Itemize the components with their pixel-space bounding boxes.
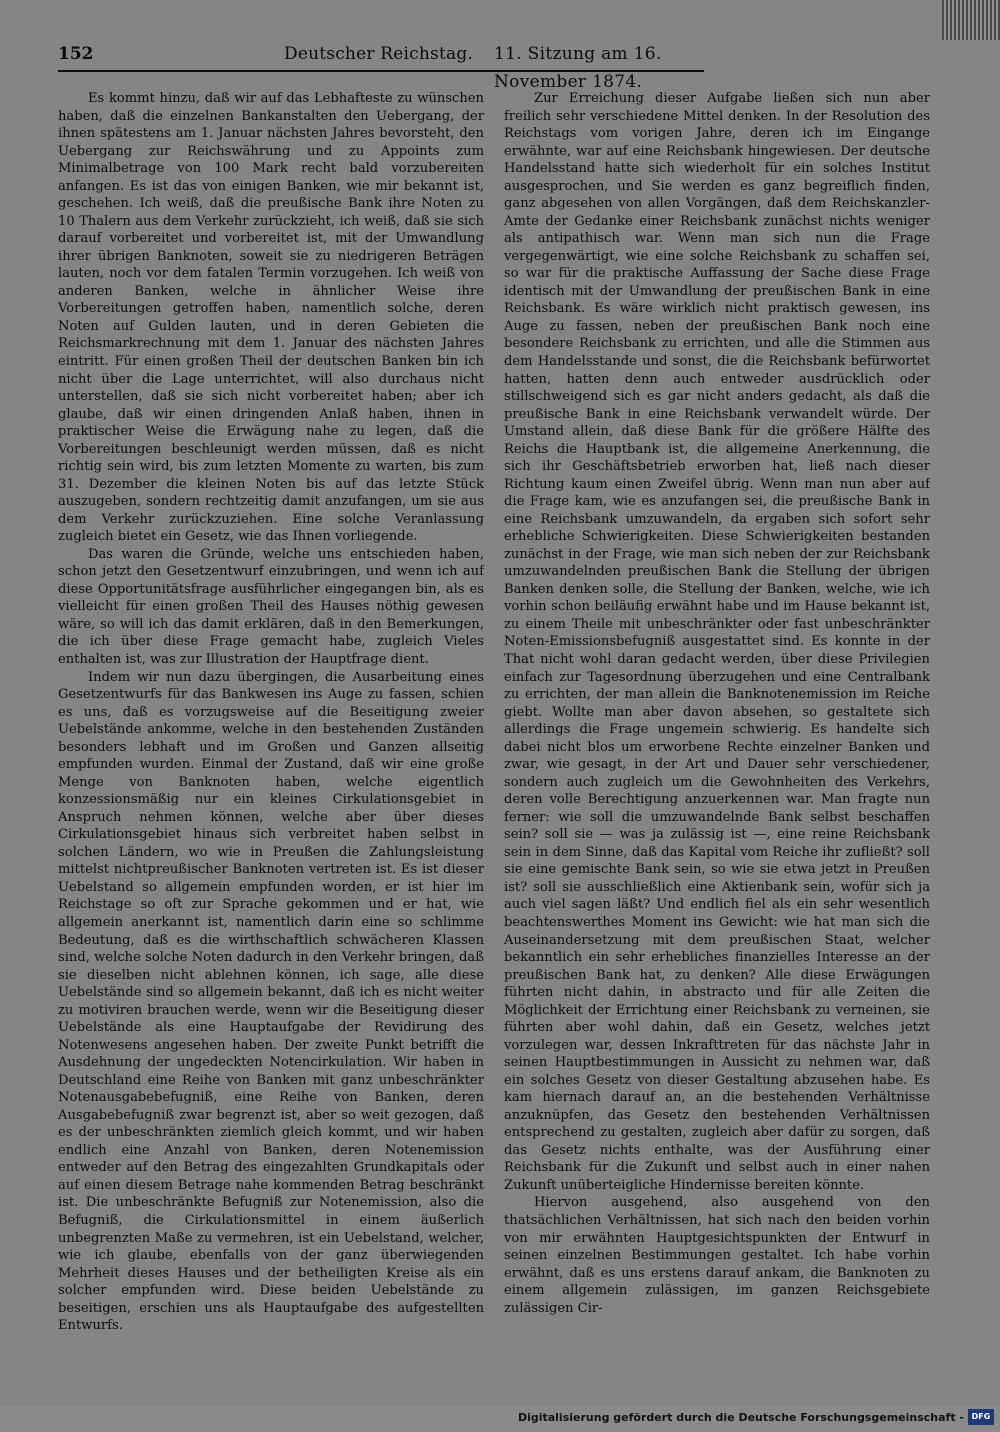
page-number: 152 xyxy=(58,44,94,64)
paragraph: Hiervon ausgehend, also ausgehend von den thatsächlichen Verhältnissen, hat sich nach den beiden vorhin von mir erwähnten Hauptgesichtspunkten der Entwurf in seinen einzelnen Bestimmungen gestaltet. Ich habe vorhin erwähnt, daß es uns erstens darauf ankam, die Banknoten zu einem allgemein zulässigen, im ganzen Reichsgebiete zulässigen Cir- xyxy=(504,1195,930,1316)
scan-edge-marks xyxy=(942,0,1000,40)
paragraph: Zur Erreichung dieser Aufgabe ließen sich nun aber freilich sehr verschiedene Mittel denken. In der Resolution des Reichstags vom vorigen Jahre, deren ich im Eingange erwähnte, war auf eine Reichsbank hingewiesen. Der deutsche Handelsstand hatte sich wiederholt für ein solches Institut ausgesprochen, und Sie werden es ganz begreiflich finden, ganz abgesehen von allen Vorgängen, daß dem Reichskanzler-Amte der Gedanke einer Reichsbank zunächst nichts weniger als antipathisch war. Wenn man sich nun die Frage vergegenwärtigt, wie eine solche Reichsbank zu schaffen sei, so war für die praktische Auffassung der Sache diese Frage identisch mit der Umwandlung der preußischen Bank in eine Reichsbank. Es wäre wirklich nicht praktisch gewesen, ins Auge zu fassen, neben der preußischen Bank noch eine besondere Reichsbank zu errichten, und alle die Stimmen aus dem Handelsstande und sonst, die die Reichsbank befürwortet hatten, hatten denn auch entweder ausdrücklich oder stillschweigend sich es gar nicht anders gedacht, als daß die preußische Bank in eine Reichsbank verwandelt würde. Der Umstand allein, daß diese Bank für die größere Hälfte des Reichs die Hauptbank ist, die allgemeine Anerkennung, die sich ihr Geschäftsbetrieb erworben hat, ließ nach dieser Richtung kaum einen Zweifel übrig. Wenn man nun aber auf die Frage kam, wie es anzufangen sei, die preußische Bank in eine Reichsbank umzuwandeln, da ergaben sich sofort sehr erhebliche Schwierigkeiten. Diese Schwierigkeiten bestanden zunächst in der Frage, wie man sich neben der zur Reichsbank umzuwandelnden preußischen Bank die Stellung der übrigen Banken denken solle, die Stellung der Banken, welche, wie ich vorhin schon beiläufig erwähnt habe und im Hause bekannt ist, zu einem Theile mit unbeschränkter oder fast unbeschränkter Noten-Emissionsbefugniß ausgestattet sind. Es konnte in der That nicht wohl daran gedacht werden, über diese Privilegien einfach zur Tagesordnung überzugehen und eine Centralbank zu errichten, der man allein die Banknotenemission im Reiche giebt. Wollte man aber davon absehen, so gestaltete sich allerdings die Frage ungemein schwierig. Es handelte sich dabei nicht blos um erworbene Rechte einzelner Banken und zwar, wie gesagt, in der Art und Dauer sehr verschiedener, sondern auch zugleich um die Gewohnheiten des Verkehrs, deren volle Berechtigung anzuerkennen war. Man fragte nun ferner: wie soll die umzuwandelnde Bank selbst beschaffen sein? soll sie — was ja zulässig ist —, eine reine Reichsbank sein in dem Sinne, daß das Kapital vom Reiche ihr zufließt? soll sie eine gemischte Bank sein, so wie sie etwa jetzt in Preußen ist? soll sie ausschließlich eine Aktienbank sein, wofür sich ja auch viel sagen läßt? Und endlich fiel als ein sehr wesentlich beachtenswerthes Moment ins Gewicht: wie hat man sich die Auseinandersetzung mit dem preußischen Staat, welcher bekanntlich ein sehr erhebliches finanzielles Interesse an der preußischen Bank hat, zu denken? Alle diese Erwägungen führten nicht dahin, in abstracto und für alle Zeiten die Möglichkeit der Errichtung einer Reichsbank zu verneinen, sie führten aber wohl dahin, daß ein Gesetz, welches jetzt vorzulegen war, dessen Inkrafttreten für das nächste Jahr in seinen Hauptbestimmungen in Aussicht zu nehmen war, daß ein solches Gesetz von dieser Gestaltung abzusehen habe. Es kam hiernach darauf an, an die bestehenden Verhältnisse anzuknüpfen, das Gesetz den bestehenden Verhältnissen entsprechend zu gestalten, zugleich aber dafür zu sorgen, daß das Gesetz nichts enthalte, was der Ausführung einer Reichsbank für die Zukunft und selbst auch in einer nahen Zukunft unüberteigliche Hindernisse bereiten könnte. xyxy=(504,91,930,1193)
page-footer xyxy=(0,1406,1000,1432)
dfg-logo: DFG xyxy=(968,1409,994,1425)
funding-note: Digitalisierung gefördert durch die Deutsche Forschungsgemeinschaft - xyxy=(517,1411,964,1424)
paragraph: Das waren die Gründe, welche uns entschieden haben, schon jetzt den Gesetzentwurf einzubringen, und wenn ich auf diese Opportunitätsfrage ausführlicher eingegangen bin, als es vielleicht für einen großen Theil des Hauses nöthig gewesen wäre, so will ich das damit erklären, daß in den Bemerkungen, die ich über diese Frage gemacht habe, zugleich Vieles enthalten ist, was zur Illustration der Hauptfrage dient. xyxy=(58,546,484,667)
left-column xyxy=(58,90,484,1350)
session-title: 11. Sitzung am 16. November 1874. xyxy=(494,44,662,92)
publication-title: Deutscher Reichstag. xyxy=(284,44,473,64)
paragraph: Es kommt hinzu, daß wir auf das Lebhafteste zu wünschen haben, daß die einzelnen Bankanstalten den Uebergang, der ihnen spätestens am 1. Januar nächsten Jahres bevorsteht, den Uebergang zur Reichswährung und zu Appoints zum Minimalbetrage von 100 Mark recht bald vorzubereiten anfangen. Es ist das von einigen Banken, wie mir bekannt ist, geschehen. Ich weiß, daß die preußische Bank ihre Noten zu 10 Thalern aus dem Verkehr zurückzieht, ich weiß, daß sie sich darauf vorbereitet und vorbereitet ist, mit der Umwandlung ihrer übrigen Banknoten, soweit sie zu niedrigeren Beträgen lauten, noch vor dem fatalen Termin vorzugehen. Ich weiß von anderen Banken, welche in ähnlicher Weise ihre Vorbereitungen getroffen haben, namentlich solche, deren Noten auf Gulden lauten, und in deren Gebieten die Reichsmarkrechnung mit dem 1. Januar des nächsten Jahres eintritt. Für einen großen Theil der deutschen Banken bin ich nicht über die Lage unterrichtet, will also durchaus nicht unterstellen, daß sie sich nicht vorbereitet haben; aber ich glaube, daß wir einen dringenden Anlaß haben, ihnen in praktischer Weise die Erwägung nahe zu legen, daß die Vorbereitungen beschleunigt werden müssen, daß es nicht richtig sein wird, bis zum letzten Momente zu warten, bis zum 31. Dezember die kleinen Noten bis auf das letzte Stück auszugeben, sondern rechtzeitig damit anzufangen, um sie aus dem Verkehr zurückzuziehen. Eine solche Veranlassung zugleich bietet ein Gesetz, wie das Ihnen vorliegende. xyxy=(58,91,484,545)
page-header xyxy=(58,40,704,92)
paragraph: Indem wir nun dazu übergingen, die Ausarbeitung eines Gesetzentwurfs für das Bankwesen ins Auge zu fassen, schien es uns, daß es vorzugsweise auf die Beseitigung zweier Uebelstände ankomme, welche in den bestehenden Zuständen besonders lebhaft und im Großen und Ganzen allseitig empfunden wurden. Einmal der Zustand, daß wir eine große Menge von Banknoten haben, welche eigentlich konzessionsmäßig nur ein kleines Cirkulationsgebiet in Anspruch nehmen können, welche aber über dieses Cirkulationsgebiet hinaus sich verbreitet haben selbst in solchen Ländern, wo wie in Preußen die Zahlungsleistung mittelst nichtpreußischer Banknoten vertreten ist. Es ist dieser Uebelstand so allgemein empfunden worden, er ist hier im Reichstage so oft zur Sprache gekommen und er hat, wie allgemein anerkannt ist, namentlich darin eine so schlimme Bedeutung, daß es die wirthschaftlich schwächeren Klassen sind, welche solche Noten dadurch in den Verkehr bringen, daß sie dieselben nicht ablehnen können, ich sage, alle diese Uebelstände sind so allgemein bekannt, daß ich es nicht weiter zu motiviren brauchen werde, wenn wir die Beseitigung dieser Uebelstände als eine Hauptaufgabe der Revidirung des Notenwesens angesehen haben. Der zweite Punkt betrifft die Ausdehnung der ungedeckten Notencirkulation. Wir haben in Deutschland eine Reihe von Banken mit ganz unbeschränkter Notenausgabebefugniß, eine Reihe von Banken, deren Ausgabebefugniß zwar begrenzt ist, aber so weit gezogen, daß es der unbeschränkten ziemlich gleich kommt, und wir haben endlich eine Anzahl von Banken, deren Notenemission entweder auf den Betrag des eingezahlten Grundkapitals oder auf einen diesem Betrage nahe kommenden Betrag beschränkt ist. Die unbeschränkte Befugniß zur Notenemission, also die Befugniß, die Cirkulationsmittel in einem äußerlich unbegrenzten Maße zu vermehren, ist ein Uebelstand, welcher, wie ich glaube, ebenfalls von der ganz überwiegenden Mehrheit dieses Hauses und der betheiligten Kreise als ein solcher empfunden wird. Diese beiden Uebelstände zu beseitigen, erschien uns als Hauptaufgabe des aufgestellten Entwurfs. xyxy=(58,669,484,1334)
right-column xyxy=(504,90,930,1350)
